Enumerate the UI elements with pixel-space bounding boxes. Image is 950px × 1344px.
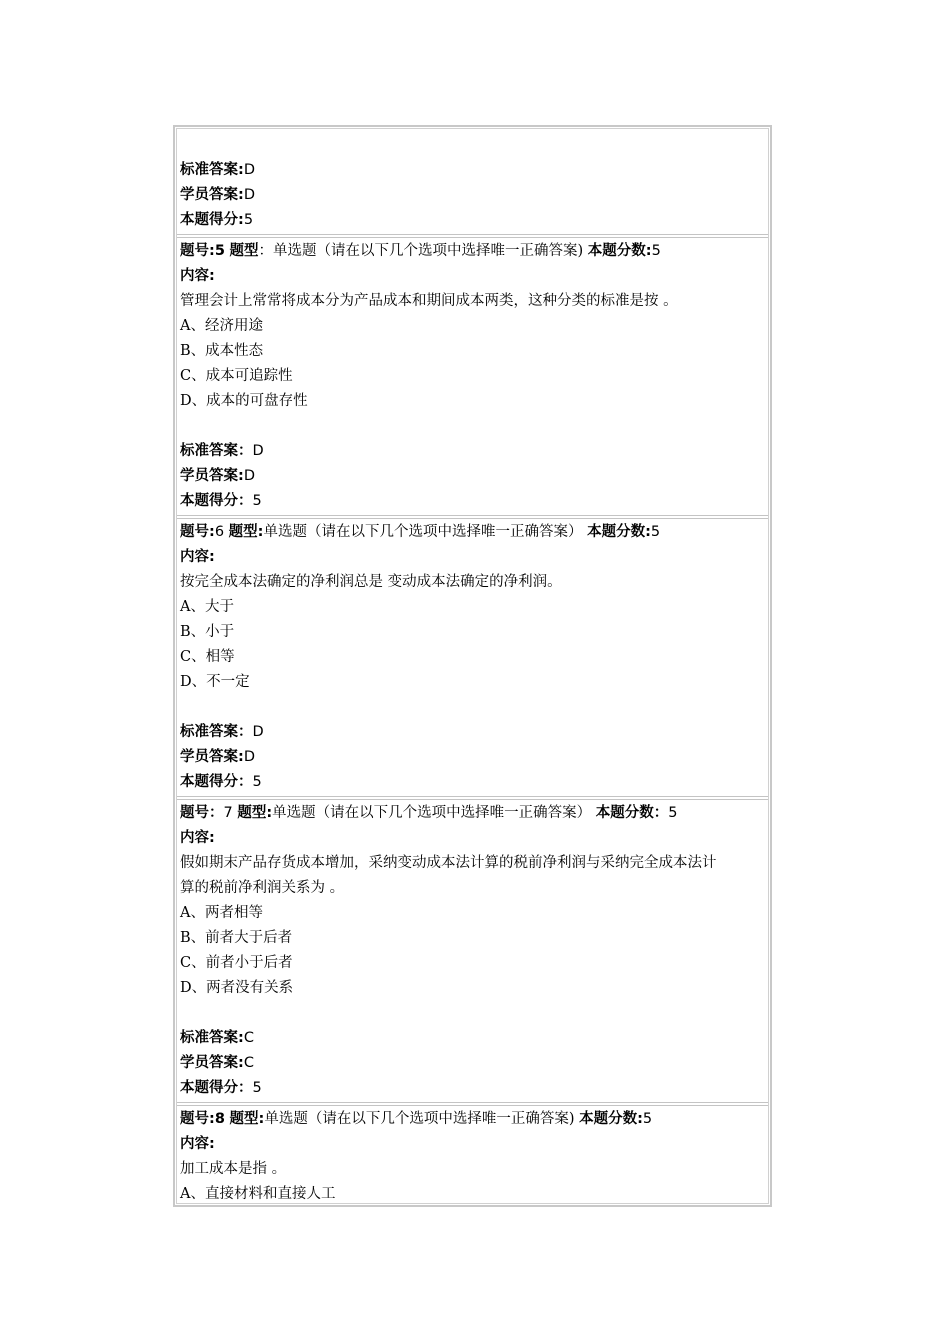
label: 本题分数: [587,524,651,540]
q8-stem: 加工成本是指 。 [180,1161,287,1177]
q6-option-d: D、不一定 [180,674,250,690]
value: D [243,187,255,203]
q7-content-label: 内容: [180,830,215,846]
q5-std-answer [180,439,264,464]
exam-record-table [173,125,772,1207]
exam-record-inner [176,128,769,1204]
q6-option-a: A、大于 [180,599,234,615]
q4-student-answer [180,183,255,208]
value: 5 [243,212,254,228]
value: 5 [252,493,262,509]
q7-student-answer [180,1051,254,1076]
q7-option-d: D、两者没有关系 [180,980,294,996]
label: 标准答案: [180,162,244,178]
value: C [243,1030,254,1046]
value: D [243,749,255,765]
value: 5 [650,524,661,540]
label: 题型: [237,805,273,821]
value: 5 [252,774,262,790]
question-type: 单选题（请在以下几个选项中选择唯一正确答案) [273,243,584,259]
q8-content-label: 内容: [180,1136,215,1152]
q6-option-c: C、相等 [180,649,235,665]
q7-score [180,1076,262,1101]
q5-content-label: 内容: [180,268,215,284]
q6-stem: 按完全成本法确定的净利润总是 变动成本法确定的净利润。 [180,574,562,590]
q5-option-d: D、成本的可盘存性 [180,393,308,409]
label: 本题分数: [579,1111,643,1127]
q8-option-a: A、直接材料和直接人工 [180,1186,336,1202]
value: D [252,443,264,459]
value: D [252,724,264,740]
label: 本题分数： [595,805,669,821]
label: 本题得分: [180,212,244,228]
row-divider [177,515,768,519]
label: 题号： [180,805,224,821]
value: 5 [651,243,661,259]
q7-option-a: A、两者相等 [180,905,263,921]
q6-header [180,520,660,545]
q6-content-label: 内容: [180,549,215,565]
label: 题型 [229,243,259,259]
row-divider [177,796,768,800]
label: 标准答案: [180,1030,244,1046]
label: 学员答案: [180,187,244,203]
label: 本题得分： [180,493,253,509]
q7-option-b: B、前者大于后者 [180,930,293,946]
value: D [243,162,255,178]
row-divider [177,234,768,238]
q7-stem-line1: 假如期末产品存货成本增加，采纳变动成本法计算的税前净利润与采纳完全成本法计 [180,855,717,871]
q6-option-b: B、小于 [180,624,235,640]
value: 5 [214,243,225,259]
label: 标准答案： [180,724,253,740]
label: 题号: [180,524,215,540]
q8-header [180,1107,652,1132]
q5-score [180,489,262,514]
q4-score [180,208,253,233]
label: 本题得分： [180,774,253,790]
q4-std-answer [180,158,255,183]
row-divider [177,1102,768,1106]
value: C [243,1055,254,1071]
value: 7 [223,805,233,821]
q6-std-answer [180,720,264,745]
q7-option-c: C、前者小于后者 [180,955,293,971]
q5-header [180,239,661,264]
q6-student-answer [180,745,255,770]
value: 6 [214,524,225,540]
q6-score [180,770,262,795]
label: 学员答案: [180,749,244,765]
label: 标准答案： [180,443,253,459]
label: 本题得分： [180,1080,253,1096]
punct: ： [258,243,274,259]
label: 本题分数: [587,243,652,259]
label: 题号: [180,243,215,259]
question-type: 单选题（请在以下几个选项中选择唯一正确答案） [263,524,583,540]
q7-std-answer [180,1026,254,1051]
label: 题型: [228,524,264,540]
q5-option-a: A、经济用途 [180,318,263,334]
q7-header [180,801,678,826]
q7-stem-line2: 算的税前净利润关系为 。 [180,880,345,896]
question-type: 单选题（请在以下几个选项中选择唯一正确答案） [272,805,592,821]
value: 5 [252,1080,262,1096]
label: 学员答案: [180,468,244,484]
q5-option-b: B、成本性态 [180,343,264,359]
q5-stem: 管理会计上常常将成本分为产品成本和期间成本两类，这种分类的标准是按 。 [180,293,678,309]
label: 题号: [180,1111,215,1127]
label: 学员答案: [180,1055,244,1071]
question-type: 单选题（请在以下几个选项中选择唯一正确答案) [264,1111,575,1127]
value: 8 [214,1111,225,1127]
q5-option-c: C、成本可追踪性 [180,368,293,384]
value: D [243,468,255,484]
q5-student-answer [180,464,255,489]
value: 5 [642,1111,653,1127]
value: 5 [668,805,678,821]
label: 题型: [229,1111,265,1127]
